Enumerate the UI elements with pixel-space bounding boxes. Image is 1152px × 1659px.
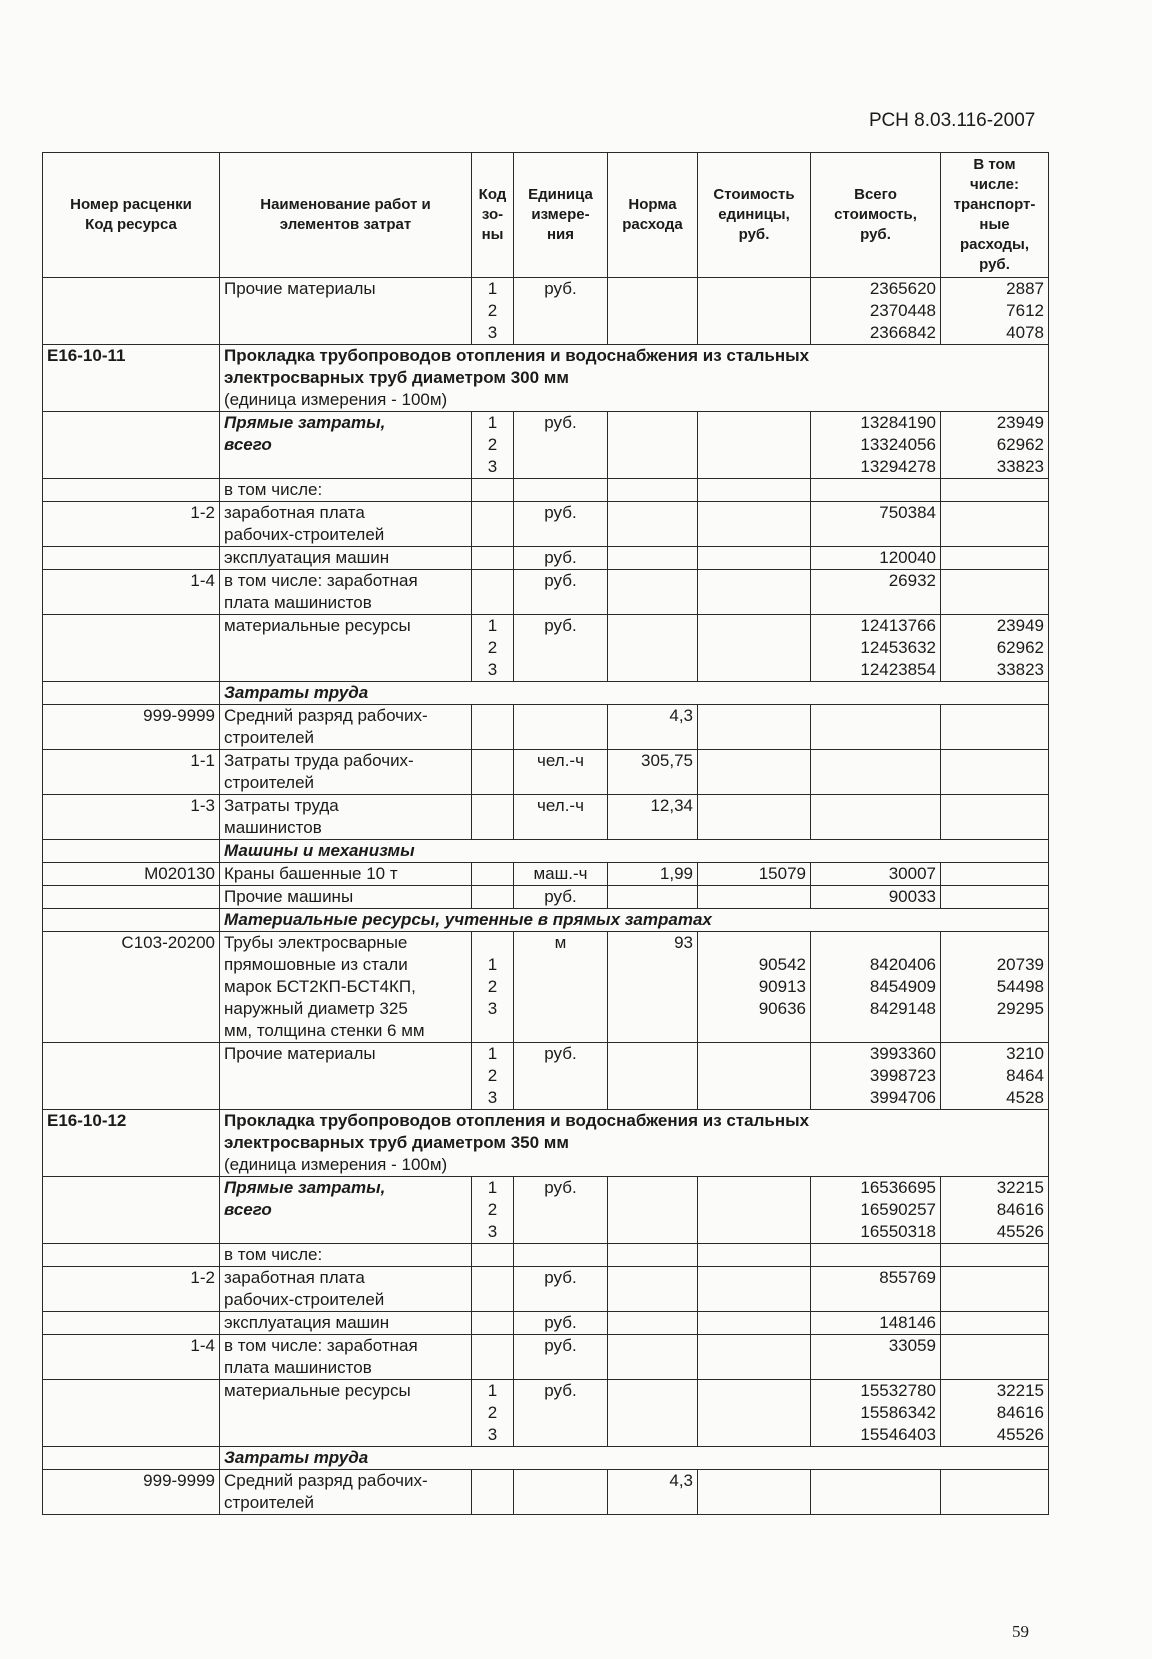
total-cost: 2365620 2370448 2366842 — [811, 278, 941, 345]
unit: руб. — [514, 278, 608, 345]
table-row — [43, 1335, 1049, 1380]
table-row — [43, 502, 1049, 547]
work-name: в том числе: заработная плата машинистов — [220, 570, 472, 615]
rate-code: Е16-10-11 — [43, 345, 220, 412]
total-cost: 148146 — [811, 1312, 941, 1335]
unit: руб. — [514, 1267, 608, 1312]
table-row — [43, 615, 1049, 682]
table-row — [43, 750, 1049, 795]
table-row — [43, 795, 1049, 840]
unit: чел.-ч — [514, 750, 608, 795]
section-title: Затраты труда — [220, 1447, 1049, 1470]
transport-cost: 23949 62962 33823 — [941, 615, 1049, 682]
unit: руб. — [514, 1312, 608, 1335]
work-name: заработная плата рабочих-строителей — [220, 1267, 472, 1312]
unit: руб. — [514, 1043, 608, 1110]
unit: маш.-ч — [514, 863, 608, 886]
unit-cost: 15079 — [698, 863, 811, 886]
total-cost: 15532780 15586342 15546403 — [811, 1380, 941, 1447]
work-name: Прочие машины — [220, 886, 472, 909]
table-row — [43, 547, 1049, 570]
work-name: Краны башенные 10 т — [220, 863, 472, 886]
total-cost: 120040 — [811, 547, 941, 570]
total-cost: 8420406 8454909 8429148 — [811, 932, 941, 1043]
zone-codes: 1 2 3 — [472, 278, 514, 345]
total-cost: 12413766 12453632 12423854 — [811, 615, 941, 682]
total-cost: 750384 — [811, 502, 941, 547]
rate-title: Прокладка трубопроводов отопления и водоснабжения из стальных электросварных труб диаметром 350 мм (единица измерения - 100м) — [220, 1110, 1049, 1177]
unit: руб. — [514, 1177, 608, 1244]
total-cost: 3993360 3998723 3994706 — [811, 1043, 941, 1110]
unit: руб. — [514, 547, 608, 570]
header-rate-code: Номер расценки Код ресурса — [43, 153, 220, 278]
work-name: Прочие материалы — [220, 1043, 472, 1110]
rate-title-row — [43, 1110, 1049, 1177]
header-unit-cost: Стоимость единицы, руб. — [698, 153, 811, 278]
table-row — [43, 1380, 1049, 1447]
table-row — [43, 1470, 1049, 1515]
norm: 12,34 — [608, 795, 698, 840]
resource-code: М020130 — [43, 863, 220, 886]
total-cost: 13284190 13324056 13294278 — [811, 412, 941, 479]
rate-title: Прокладка трубопроводов отопления и водоснабжения из стальных электросварных труб диаметром 300 мм (единица измерения - 100м) — [220, 345, 1049, 412]
header-transport-cost: В том числе: транспорт- ные расходы, руб. — [941, 153, 1049, 278]
table-header — [43, 153, 1049, 278]
table-row — [43, 886, 1049, 909]
resource-code: 1-4 — [43, 570, 220, 615]
unit: руб. — [514, 1380, 608, 1447]
norm: 305,75 — [608, 750, 698, 795]
transport-cost: 32215 84616 45526 — [941, 1177, 1049, 1244]
resource-code: 999-9999 — [43, 1470, 220, 1515]
work-name: Прочие материалы — [220, 278, 472, 345]
norm: 93 — [608, 932, 698, 1043]
page-number: 59 — [1012, 1622, 1029, 1641]
work-name: Прямые затраты, всего — [220, 412, 472, 479]
unit: руб. — [514, 570, 608, 615]
rate-code: Е16-10-12 — [43, 1110, 220, 1177]
section-row — [43, 682, 1049, 705]
transport-cost: 23949 62962 33823 — [941, 412, 1049, 479]
unit-cost: 90542 90913 90636 — [698, 932, 811, 1043]
zone-codes: 1 2 3 — [472, 615, 514, 682]
table-row — [43, 1244, 1049, 1267]
work-name: Средний разряд рабочих- строителей — [220, 705, 472, 750]
work-name: в том числе: заработная плата машинистов — [220, 1335, 472, 1380]
resource-code: 1-4 — [43, 1335, 220, 1380]
header-unit: Единица измере- ния — [514, 153, 608, 278]
total-cost: 33059 — [811, 1335, 941, 1380]
resource-code: С103-20200 — [43, 932, 220, 1043]
work-name: эксплуатация машин — [220, 547, 472, 570]
unit: руб. — [514, 615, 608, 682]
header-work-name: Наименование работ и элементов затрат — [220, 153, 472, 278]
norm: 4,3 — [608, 705, 698, 750]
total-cost: 26932 — [811, 570, 941, 615]
work-name: эксплуатация машин — [220, 1312, 472, 1335]
resource-code: 1-3 — [43, 795, 220, 840]
table-row — [43, 1177, 1049, 1244]
header-norm: Норма расхода — [608, 153, 698, 278]
total-cost: 855769 — [811, 1267, 941, 1312]
section-title: Машины и механизмы — [220, 840, 1049, 863]
rates-table — [42, 152, 1049, 1515]
norm: 1,99 — [608, 863, 698, 886]
zone-codes: 1 2 3 — [472, 412, 514, 479]
work-name: в том числе: — [220, 479, 472, 502]
zone-codes: 1 2 3 — [472, 1380, 514, 1447]
transport-cost: 20739 54498 29295 — [941, 932, 1049, 1043]
unit: м — [514, 932, 608, 1043]
zone-codes: 1 2 3 — [472, 1177, 514, 1244]
work-name: Средний разряд рабочих- строителей — [220, 1470, 472, 1515]
resource-code: 1-2 — [43, 502, 220, 547]
rate-title-row — [43, 345, 1049, 412]
section-title: Затраты труда — [220, 682, 1049, 705]
section-title: Материальные ресурсы, учтенные в прямых затратах — [220, 909, 1049, 932]
work-name: материальные ресурсы — [220, 1380, 472, 1447]
zone-codes: 1 2 3 — [472, 1043, 514, 1110]
table-row — [43, 412, 1049, 479]
table-row — [43, 863, 1049, 886]
unit: руб. — [514, 412, 608, 479]
table-row — [43, 1267, 1049, 1312]
transport-cost: 3210 8464 4528 — [941, 1043, 1049, 1110]
resource-code: 1-2 — [43, 1267, 220, 1312]
resource-code: 999-9999 — [43, 705, 220, 750]
zone-codes: 1 2 3 — [472, 932, 514, 1043]
table-row — [43, 1312, 1049, 1335]
table-row — [43, 932, 1049, 1043]
resource-code: 1-1 — [43, 750, 220, 795]
table-row — [43, 278, 1049, 345]
unit: руб. — [514, 1335, 608, 1380]
header-total-cost: Всего стоимость, руб. — [811, 153, 941, 278]
unit: чел.-ч — [514, 795, 608, 840]
table-row — [43, 1043, 1049, 1110]
section-row — [43, 1447, 1049, 1470]
table-row — [43, 479, 1049, 502]
norm: 4,3 — [608, 1470, 698, 1515]
table-row — [43, 570, 1049, 615]
transport-cost: 2887 7612 4078 — [941, 278, 1049, 345]
work-name: Прямые затраты, всего — [220, 1177, 472, 1244]
table-row — [43, 705, 1049, 750]
work-name: заработная плата рабочих-строителей — [220, 502, 472, 547]
unit: руб. — [514, 502, 608, 547]
section-row — [43, 840, 1049, 863]
work-name: Затраты труда машинистов — [220, 795, 472, 840]
unit: руб. — [514, 886, 608, 909]
header-zone-code: Код зо- ны — [472, 153, 514, 278]
work-name: материальные ресурсы — [220, 615, 472, 682]
work-name: Трубы электросварные прямошовные из стали марок БСТ2КП-БСТ4КП, наружный диаметр 325 мм, толщина стенки 6 мм — [220, 932, 472, 1043]
total-cost: 16536695 16590257 16550318 — [811, 1177, 941, 1244]
work-name: в том числе: — [220, 1244, 472, 1267]
total-cost: 30007 — [811, 863, 941, 886]
document-code: РСН 8.03.116-2007 — [869, 110, 1036, 131]
transport-cost: 32215 84616 45526 — [941, 1380, 1049, 1447]
work-name: Затраты труда рабочих- строителей — [220, 750, 472, 795]
total-cost: 90033 — [811, 886, 941, 909]
section-row — [43, 909, 1049, 932]
